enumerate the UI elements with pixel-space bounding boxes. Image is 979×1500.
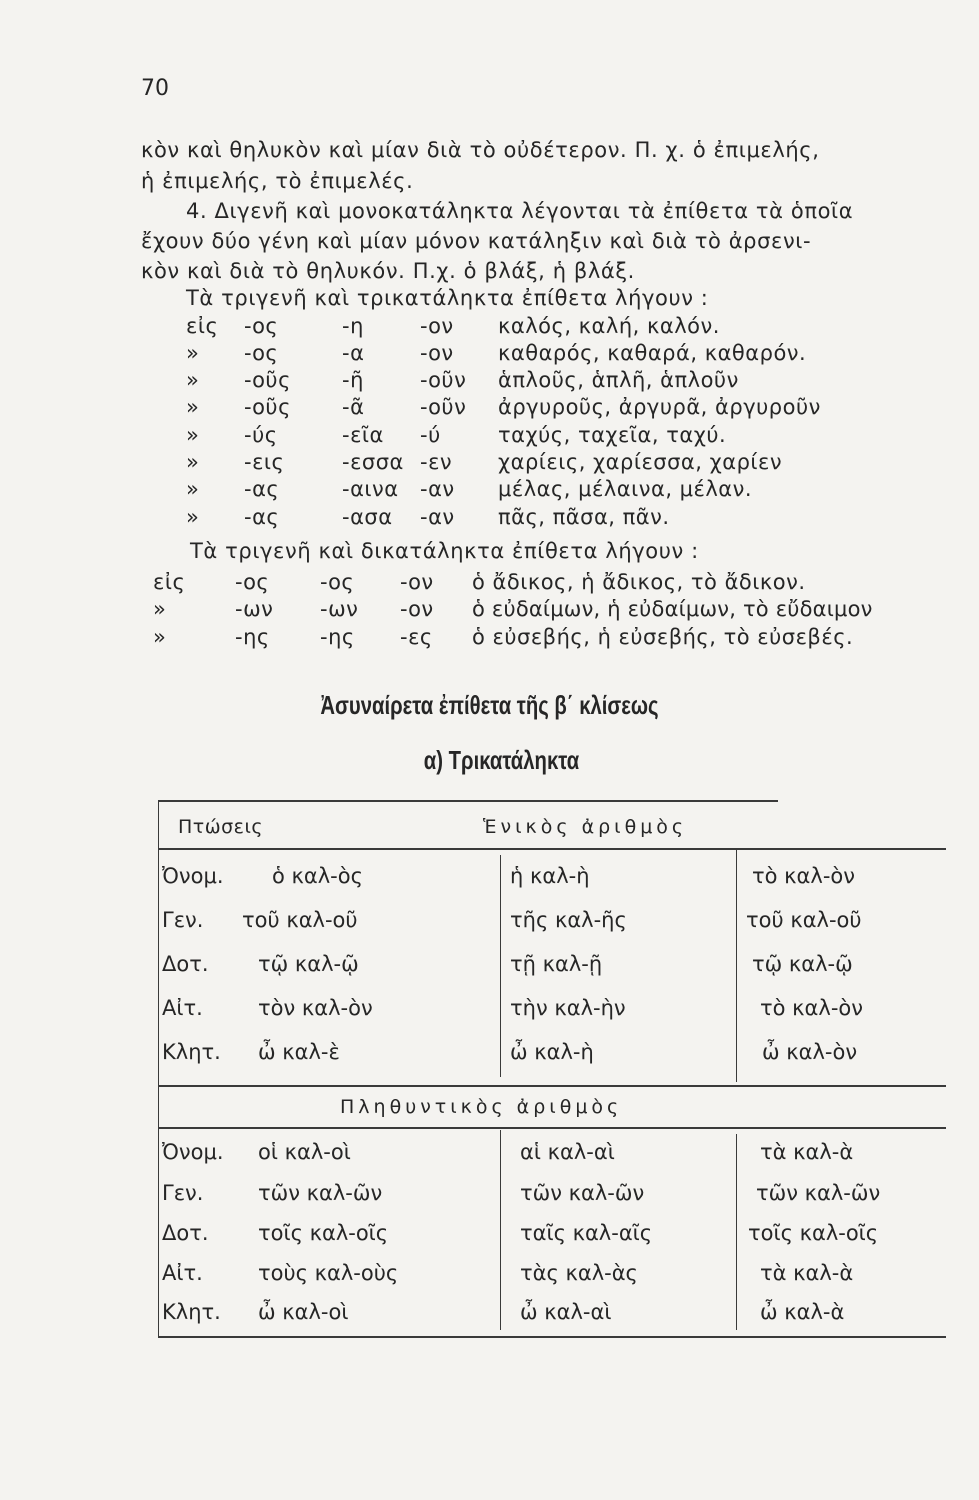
ending-lead: » — [186, 368, 200, 392]
ending-masculine: -ων — [235, 597, 274, 621]
ending-feminine: -ῆ — [342, 368, 364, 392]
prose-line: ἔχουν δύο γένη καὶ μίαν μόνον κατάληξιν καὶ διὰ τὸ ἀρσενι- — [141, 229, 812, 253]
ending-masculine: -ύς — [244, 423, 278, 447]
cases-header: Πτώσεις — [178, 816, 264, 838]
ending-neuter: -οῦν — [420, 368, 467, 392]
masculine-form: ὦ καλ-οὶ — [258, 1300, 349, 1324]
ending-neuter: -αν — [420, 505, 455, 529]
ending-feminine: -ασα — [342, 505, 393, 529]
case-name: Κλητ. — [162, 1040, 221, 1064]
ending-feminine: -ης — [320, 625, 355, 649]
neuter-form: τὸ καλ-ὸν — [760, 996, 863, 1020]
ending-lead: » — [153, 625, 167, 649]
ending-feminine: -η — [342, 314, 364, 338]
plural-header: Πληθυντικὸς ἀριθμὸς — [340, 1096, 623, 1118]
table-rule — [158, 848, 946, 850]
ending-neuter: -εν — [420, 450, 453, 474]
masculine-form: τοῖς καλ-οῖς — [258, 1221, 389, 1245]
feminine-form: ταῖς καλ-αῖς — [520, 1221, 653, 1245]
prose-line: ἡ ἐπιμελής, τὸ ἐπιμελές. — [141, 169, 414, 193]
ending-lead: εἰς — [186, 314, 219, 338]
prose-line: κὸν καὶ θηλυκὸν καὶ μίαν διὰ τὸ οὐδέτερον. Π. χ. ὁ ἐπιμελής, — [141, 138, 820, 162]
ending-feminine: -εῖα — [342, 423, 384, 447]
neuter-form: τοῖς καλ-οῖς — [748, 1221, 879, 1245]
masculine-form: οἱ καλ-οὶ — [258, 1140, 351, 1164]
masculine-form: ὦ καλ-ὲ — [258, 1040, 340, 1064]
ending-neuter: -ες — [400, 625, 433, 649]
prose-line: Τὰ τριγενῆ καὶ τρικατάληκτα ἐπίθετα λήγουν : — [186, 286, 709, 310]
table-rule — [500, 1130, 501, 1330]
ending-feminine: -ᾶ — [342, 395, 365, 419]
section-heading: Ἀσυναίρετα ἐπίθετα τῆς β΄ κλίσεως — [320, 690, 659, 720]
table-rule — [736, 1134, 737, 1330]
ending-example: πᾶς, πᾶσα, πᾶν. — [498, 505, 670, 529]
case-name: Αἰτ. — [162, 996, 203, 1020]
ending-masculine: -ης — [235, 625, 270, 649]
table-rule — [500, 855, 501, 1077]
ending-neuter: -οῦν — [420, 395, 467, 419]
neuter-form: τὸ καλ-ὸν — [752, 864, 855, 888]
ending-example: καλός, καλή, καλόν. — [498, 314, 720, 338]
case-name: Ὀνομ. — [162, 1140, 224, 1164]
ending-feminine: -ων — [320, 597, 359, 621]
masculine-form: τὸν καλ-ὸν — [258, 996, 373, 1020]
feminine-form: ὦ καλ-αὶ — [520, 1300, 612, 1324]
neuter-form: τοῦ καλ-οῦ — [746, 908, 862, 932]
ending-lead: » — [186, 395, 200, 419]
ending-neuter: -ύ — [420, 423, 441, 447]
neuter-form: τὰ καλ-ὰ — [760, 1261, 854, 1285]
ending-example: ταχύς, ταχεῖα, ταχύ. — [498, 423, 727, 447]
ending-lead: » — [153, 597, 167, 621]
neuter-form: ὦ καλ-ὸν — [762, 1040, 858, 1064]
ending-lead: » — [186, 341, 200, 365]
masculine-form: τοῦ καλ-οῦ — [242, 908, 358, 932]
ending-masculine: -οῦς — [244, 395, 291, 419]
case-name: Γεν. — [162, 1181, 204, 1205]
ending-masculine: -εις — [244, 450, 285, 474]
subsection-heading: α) Τρικατάληκτα — [423, 745, 580, 775]
ending-lead: » — [186, 423, 200, 447]
masculine-form: τοὺς καλ-οὺς — [258, 1261, 399, 1285]
feminine-form: τὴν καλ-ὴν — [510, 996, 626, 1020]
declension-table — [158, 800, 946, 1340]
masculine-form: ὁ καλ-ὸς — [272, 864, 363, 888]
ending-feminine: -α — [342, 341, 365, 365]
case-name: Ὀνομ. — [162, 864, 224, 888]
neuter-form: τῶν καλ-ῶν — [756, 1181, 881, 1205]
case-name: Αἰτ. — [162, 1261, 203, 1285]
ending-example: ὁ εὐδαίμων, ἡ εὐδαίμων, τὸ εὔδαιμον — [472, 597, 873, 621]
masculine-form: τῶν καλ-ῶν — [258, 1181, 383, 1205]
table-rule — [158, 1085, 946, 1087]
masculine-form: τῷ καλ-ῷ — [258, 952, 359, 976]
ending-example: ἀργυροῦς, ἀργυρᾶ, ἀργυροῦν — [498, 395, 821, 419]
case-name: Γεν. — [162, 908, 204, 932]
case-name: Κλητ. — [162, 1300, 221, 1324]
table-rule — [158, 1127, 946, 1129]
ending-example: ὁ εὐσεβής, ἡ εὐσεβής, τὸ εὐσεβές. — [472, 625, 854, 649]
ending-masculine: -ας — [244, 477, 280, 501]
ending-neuter: -ον — [420, 314, 454, 338]
feminine-form: τῶν καλ-ῶν — [520, 1181, 645, 1205]
ending-masculine: -οῦς — [244, 368, 291, 392]
feminine-form: αἱ καλ-αὶ — [520, 1140, 615, 1164]
table-rule — [158, 800, 159, 1338]
page-number: 70 — [141, 76, 169, 101]
ending-neuter: -αν — [420, 477, 455, 501]
prose-line: Τὰ τριγενῆ καὶ δικατάληκτα ἐπίθετα λήγουν : — [190, 539, 699, 563]
table-rule — [158, 800, 778, 802]
ending-feminine: -αινα — [342, 477, 399, 501]
ending-neuter: -ον — [400, 570, 434, 594]
ending-neuter: -ον — [420, 341, 454, 365]
ending-lead: » — [186, 477, 200, 501]
table-rule — [158, 1336, 946, 1338]
ending-masculine: -ος — [244, 341, 279, 365]
ending-lead: εἰς — [153, 570, 186, 594]
neuter-form: τῷ καλ-ῷ — [752, 952, 853, 976]
ending-feminine: -εσσα — [342, 450, 404, 474]
neuter-form: τὰ καλ-ὰ — [760, 1140, 854, 1164]
prose-line: 4. Διγενῆ καὶ μονοκατάληκτα λέγονται τὰ ἐπίθετα τὰ ὁποῖα — [186, 199, 854, 223]
ending-example: μέλας, μέλαινα, μέλαν. — [498, 477, 753, 501]
ending-example: χαρίεις, χαρίεσσα, χαρίεν — [498, 450, 783, 474]
feminine-form: ἡ καλ-ὴ — [510, 864, 590, 888]
singular-header: Ἑνικὸς ἀριθμὸς — [483, 816, 688, 838]
feminine-form: τῆς καλ-ῆς — [510, 908, 627, 932]
ending-example: ἁπλοῦς, ἁπλῆ, ἁπλοῦν — [498, 368, 739, 392]
ending-feminine: -ος — [320, 570, 355, 594]
case-name: Δοτ. — [162, 1221, 209, 1245]
neuter-form: ὦ καλ-ὰ — [760, 1300, 845, 1324]
ending-lead: » — [186, 450, 200, 474]
case-name: Δοτ. — [162, 952, 209, 976]
ending-example: ὁ ἄδικος, ἡ ἄδικος, τὸ ἄδικον. — [472, 570, 806, 594]
feminine-form: τὰς καλ-ὰς — [520, 1261, 638, 1285]
ending-masculine: -ας — [244, 505, 280, 529]
table-rule — [736, 850, 737, 1082]
ending-neuter: -ον — [400, 597, 434, 621]
feminine-form: τῇ καλ-ῇ — [510, 952, 603, 976]
ending-example: καθαρός, καθαρά, καθαρόν. — [498, 341, 807, 365]
prose-line: κὸν καὶ διὰ τὸ θηλυκόν. Π.χ. ὁ βλάξ, ἡ βλάξ. — [141, 259, 635, 283]
ending-masculine: -ος — [244, 314, 279, 338]
feminine-form: ὦ καλ-ὴ — [510, 1040, 594, 1064]
ending-lead: » — [186, 505, 200, 529]
ending-masculine: -ος — [235, 570, 270, 594]
